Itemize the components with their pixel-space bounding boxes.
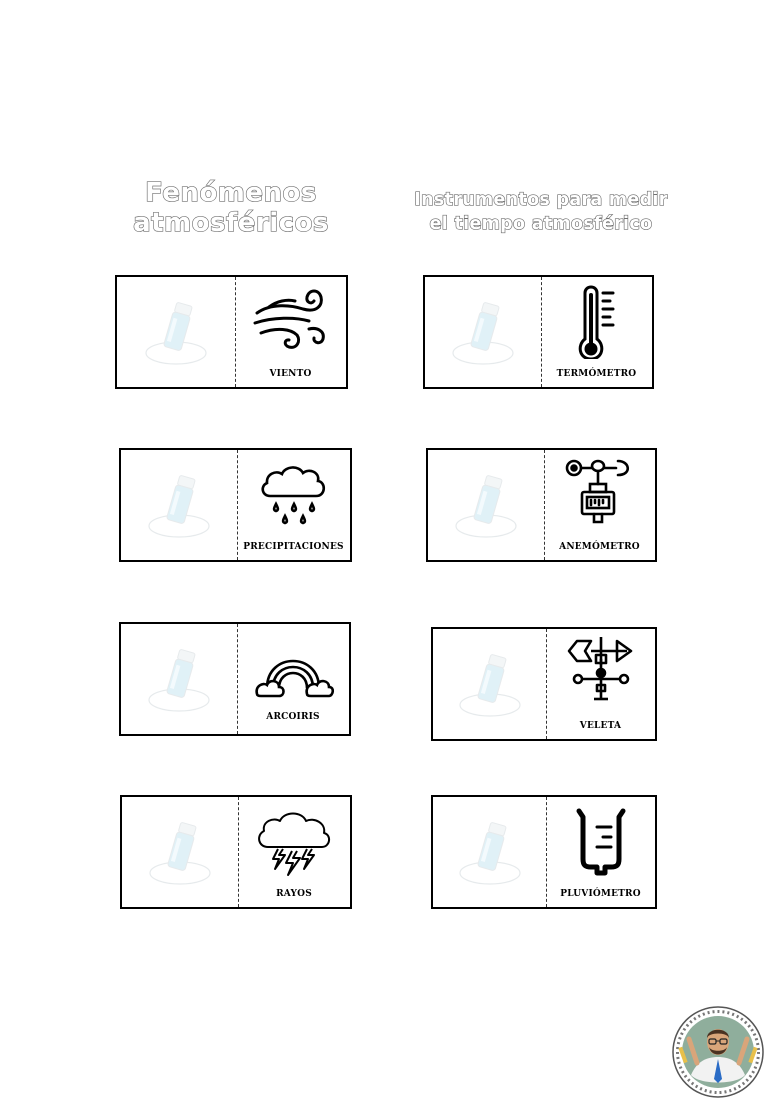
card-label: VELETA bbox=[579, 721, 622, 731]
card-blank-area bbox=[433, 629, 547, 739]
card-picture bbox=[544, 450, 655, 560]
card-picture bbox=[546, 797, 655, 907]
card-blank-area bbox=[428, 450, 545, 560]
card-picture bbox=[238, 797, 350, 907]
card-viento bbox=[115, 275, 348, 389]
glue-stick-icon bbox=[453, 470, 519, 540]
heading-phenomena-line1: Fenómenos bbox=[145, 178, 317, 208]
card-label: PLUVIÓMETRO bbox=[560, 889, 641, 899]
card-blank-area bbox=[121, 450, 238, 560]
card-blank-area bbox=[121, 624, 238, 734]
rainbow-icon bbox=[241, 632, 345, 708]
heading-instruments-line2: el tiempo atmosférico bbox=[429, 214, 653, 234]
glue-stick-icon bbox=[147, 817, 213, 887]
card-label: PRECIPITACIONES bbox=[243, 542, 344, 552]
storm-cloud-icon bbox=[254, 803, 334, 879]
card-blank-area bbox=[425, 277, 542, 387]
glue-stick-icon bbox=[457, 817, 523, 887]
card-blank-area bbox=[117, 277, 236, 387]
wind-icon bbox=[251, 283, 331, 359]
card-label: VIENTO bbox=[269, 369, 312, 379]
heading-instruments-line1: Instrumentos para medir bbox=[414, 190, 668, 210]
heading-instruments bbox=[410, 188, 672, 236]
card-picture bbox=[237, 624, 349, 734]
card-anemometro bbox=[426, 448, 657, 562]
card-rayos bbox=[120, 795, 352, 909]
card-picture bbox=[235, 277, 346, 387]
card-picture bbox=[541, 277, 652, 387]
glue-stick-icon bbox=[450, 297, 516, 367]
card-blank-area bbox=[433, 797, 547, 907]
card-picture bbox=[237, 450, 350, 560]
teacher-avatar-icon bbox=[671, 1005, 765, 1099]
thermometer-icon bbox=[557, 283, 637, 359]
card-termometro bbox=[423, 275, 654, 389]
glue-stick-icon bbox=[146, 644, 212, 714]
card-pluviometro bbox=[431, 795, 657, 909]
glue-stick-icon bbox=[143, 297, 209, 367]
card-label: ARCOIRIS bbox=[266, 712, 320, 722]
anemometer-icon bbox=[560, 456, 640, 532]
card-label: ANEMÓMETRO bbox=[559, 542, 640, 552]
glue-stick-icon bbox=[146, 470, 212, 540]
card-label: TERMÓMETRO bbox=[556, 369, 637, 379]
card-veleta bbox=[431, 627, 657, 741]
card-label: RAYOS bbox=[276, 889, 312, 899]
weather-vane-icon bbox=[561, 633, 641, 709]
card-precipitaciones bbox=[119, 448, 352, 562]
rain-gauge-icon bbox=[561, 803, 641, 879]
glue-stick-icon bbox=[457, 649, 523, 719]
heading-phenomena bbox=[118, 178, 344, 238]
heading-phenomena-line2: atmosféricos bbox=[133, 208, 329, 238]
card-arcoiris bbox=[119, 622, 351, 736]
card-blank-area bbox=[122, 797, 239, 907]
card-picture bbox=[546, 629, 655, 739]
rain-cloud-icon bbox=[254, 456, 334, 532]
